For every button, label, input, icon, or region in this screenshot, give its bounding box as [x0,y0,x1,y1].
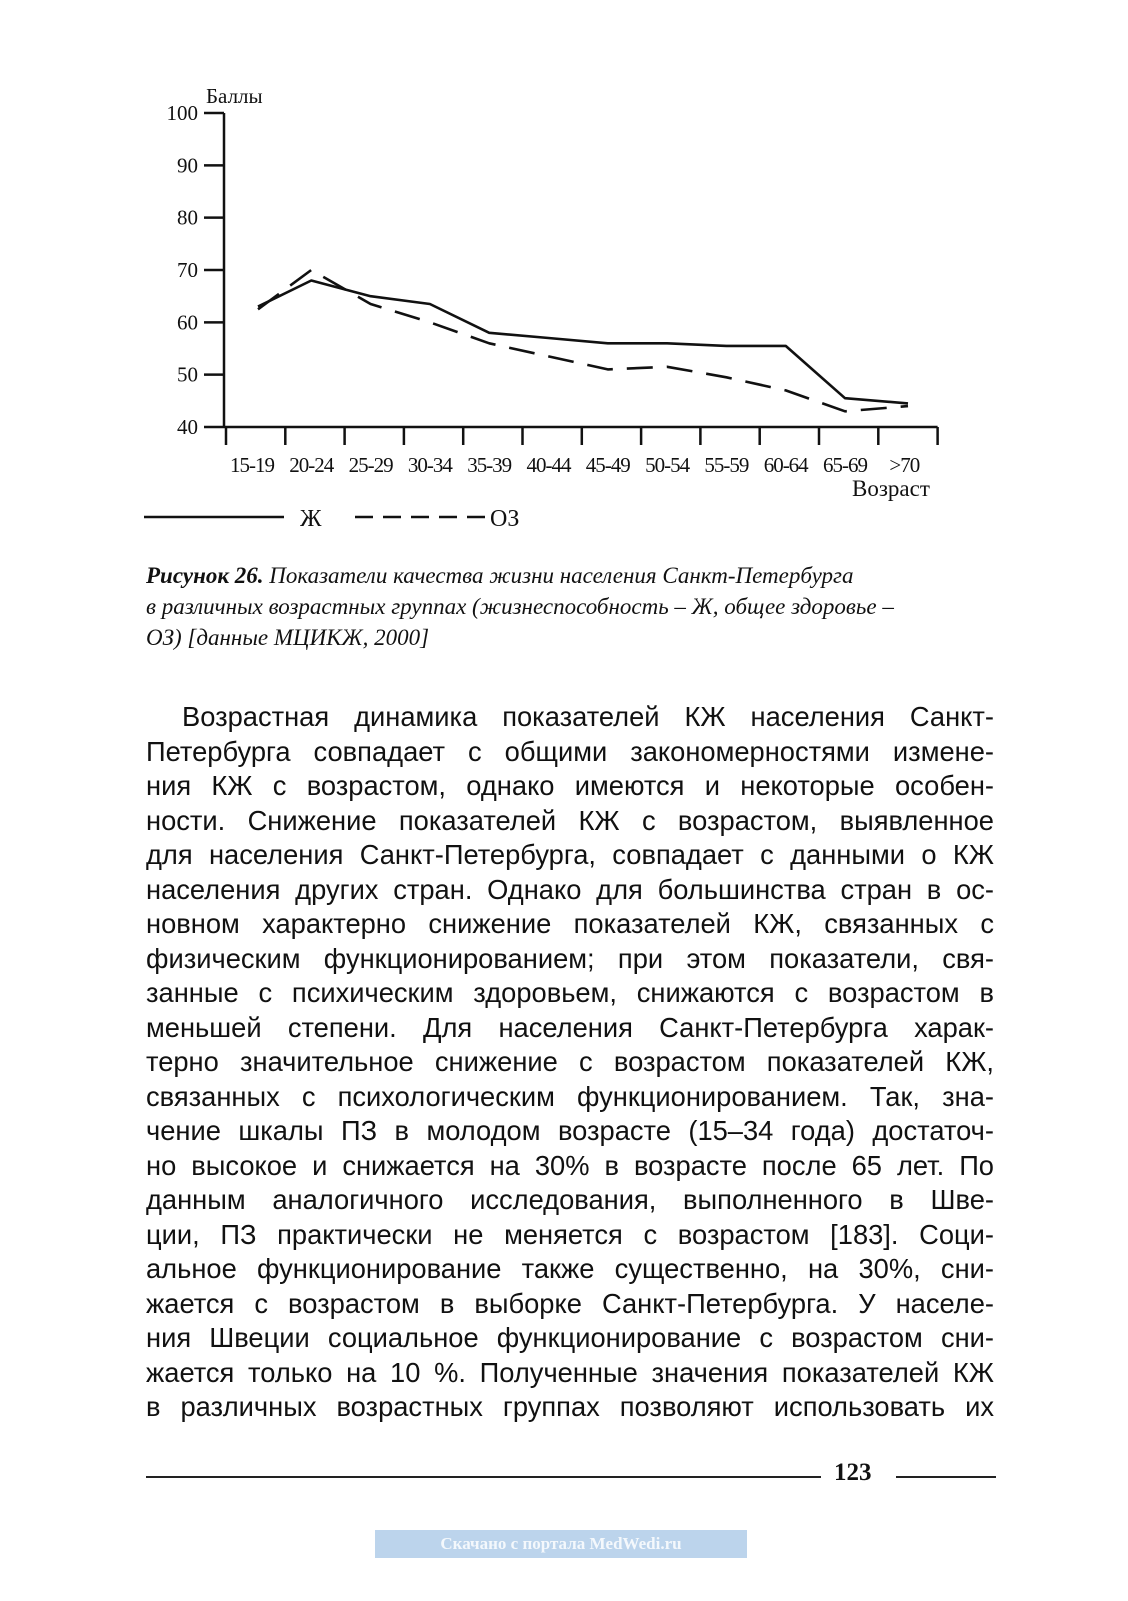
y-tick-label: 100 [166,101,198,125]
body-line: связанных с психологическим функционированием. Так, зна- [146,1080,994,1112]
y-tick-label: 60 [177,310,198,335]
body-line: терно значительное снижение с возрастом показателей КЖ, [146,1046,994,1077]
figure-caption-line-3: ОЗ) [данные МЦИКЖ, 2000] [146,625,430,650]
y-axis [167,101,225,439]
body-line: ции, ПЗ практически не меняется с возрастом [183]. Соци- [146,1218,994,1250]
page-footer [146,1459,996,1492]
body-line: ния КЖ с возрастом, однако имеются и некоторые особен- [146,770,994,801]
download-banner[interactable]: Скачано с портала MedWedi.ru [375,1530,747,1558]
y-tick-label: 50 [177,362,198,387]
y-tick-label: 40 [177,415,198,439]
body-line: Петербурга совпадает с общими закономерностями измене- [146,735,994,767]
y-tick-label: 80 [177,205,198,230]
body-line: ности. Снижение показателей КЖ с возрастом, выявленное [146,804,994,836]
x-tick-label: 25-29 [348,453,393,477]
x-tick-label: 20-24 [289,453,334,477]
series-lines [258,270,908,411]
body-paragraph [146,700,994,1425]
figure-caption-line-1: Показатели качества жизни населения Санкт-Петербурга [269,563,854,588]
body-line: Возрастная динамика показателей КЖ населения Санкт- [182,701,994,732]
y-axis-label: Баллы [206,84,263,108]
x-axis-label: Возраст [852,476,930,501]
figure-caption [146,560,996,653]
x-tick-label: 60-64 [763,453,808,477]
legend-label-zh: Ж [300,506,322,532]
figure-caption-line-2: в различных возрастных группах (жизнеспособность – Ж, общее здоровье – [146,594,894,619]
body-line: жается только на 10 %. Полученные значения показателей КЖ [146,1356,994,1388]
y-tick-label: 90 [177,153,198,178]
footer-rule-left [146,1476,821,1478]
body-line: новном характерно снижение показателей КЖ, связанных с [146,908,994,939]
legend [144,506,519,532]
x-tick-label: 35-39 [467,453,512,477]
x-tick-label: 40-44 [526,453,571,477]
body-line: занные с психическим здоровьем, снижаются с возрастом в [146,977,994,1008]
series-line-zh [258,281,908,404]
footer-rule-right [896,1476,996,1478]
page-number: 123 [834,1459,872,1486]
legend-label-oz: ОЗ [490,506,520,532]
body-line: данным аналогичного исследования, выполненного в Шве- [146,1184,994,1215]
body-line: в различных возрастных группах позволяют использовать их [146,1391,994,1422]
x-tick-label: 55-59 [704,453,749,477]
x-tick-label: 30-34 [407,453,452,477]
body-line: населения других стран. Однако для большинства стран в ос- [146,873,994,905]
figure-caption-label: Рисунок 26. [146,563,264,588]
body-line: меньшей степени. Для населения Санкт-Петербурга харак- [146,1011,994,1043]
y-tick-label: 70 [177,258,198,282]
body-line: альное функционирование также существенно, на 30%, сни- [146,1253,994,1284]
x-tick-label: 50-54 [645,453,690,477]
body-line: жается с возрастом в выборке Санкт-Петербурга. У населе- [146,1287,994,1319]
x-tick-label: 65-69 [823,453,867,477]
x-tick-label: 45-49 [585,453,630,477]
x-axis [224,427,938,477]
x-tick-label: 15-19 [230,453,274,477]
body-line: ния Швеции социальное функционирование с возрастом сни- [146,1322,994,1353]
body-line: но высокое и снижается на 30% в возрасте после 65 лет. По [146,1149,994,1181]
line-chart [0,0,1128,540]
body-line: чение шкалы ПЗ в молодом возрасте (15–34 года) достаточ- [146,1115,994,1146]
body-line: физическим функционированием; при этом показатели, свя- [146,942,994,974]
x-tick-label: >70 [889,453,920,477]
body-line: для населения Санкт-Петербурга, совпадает с данными о КЖ [146,839,994,870]
